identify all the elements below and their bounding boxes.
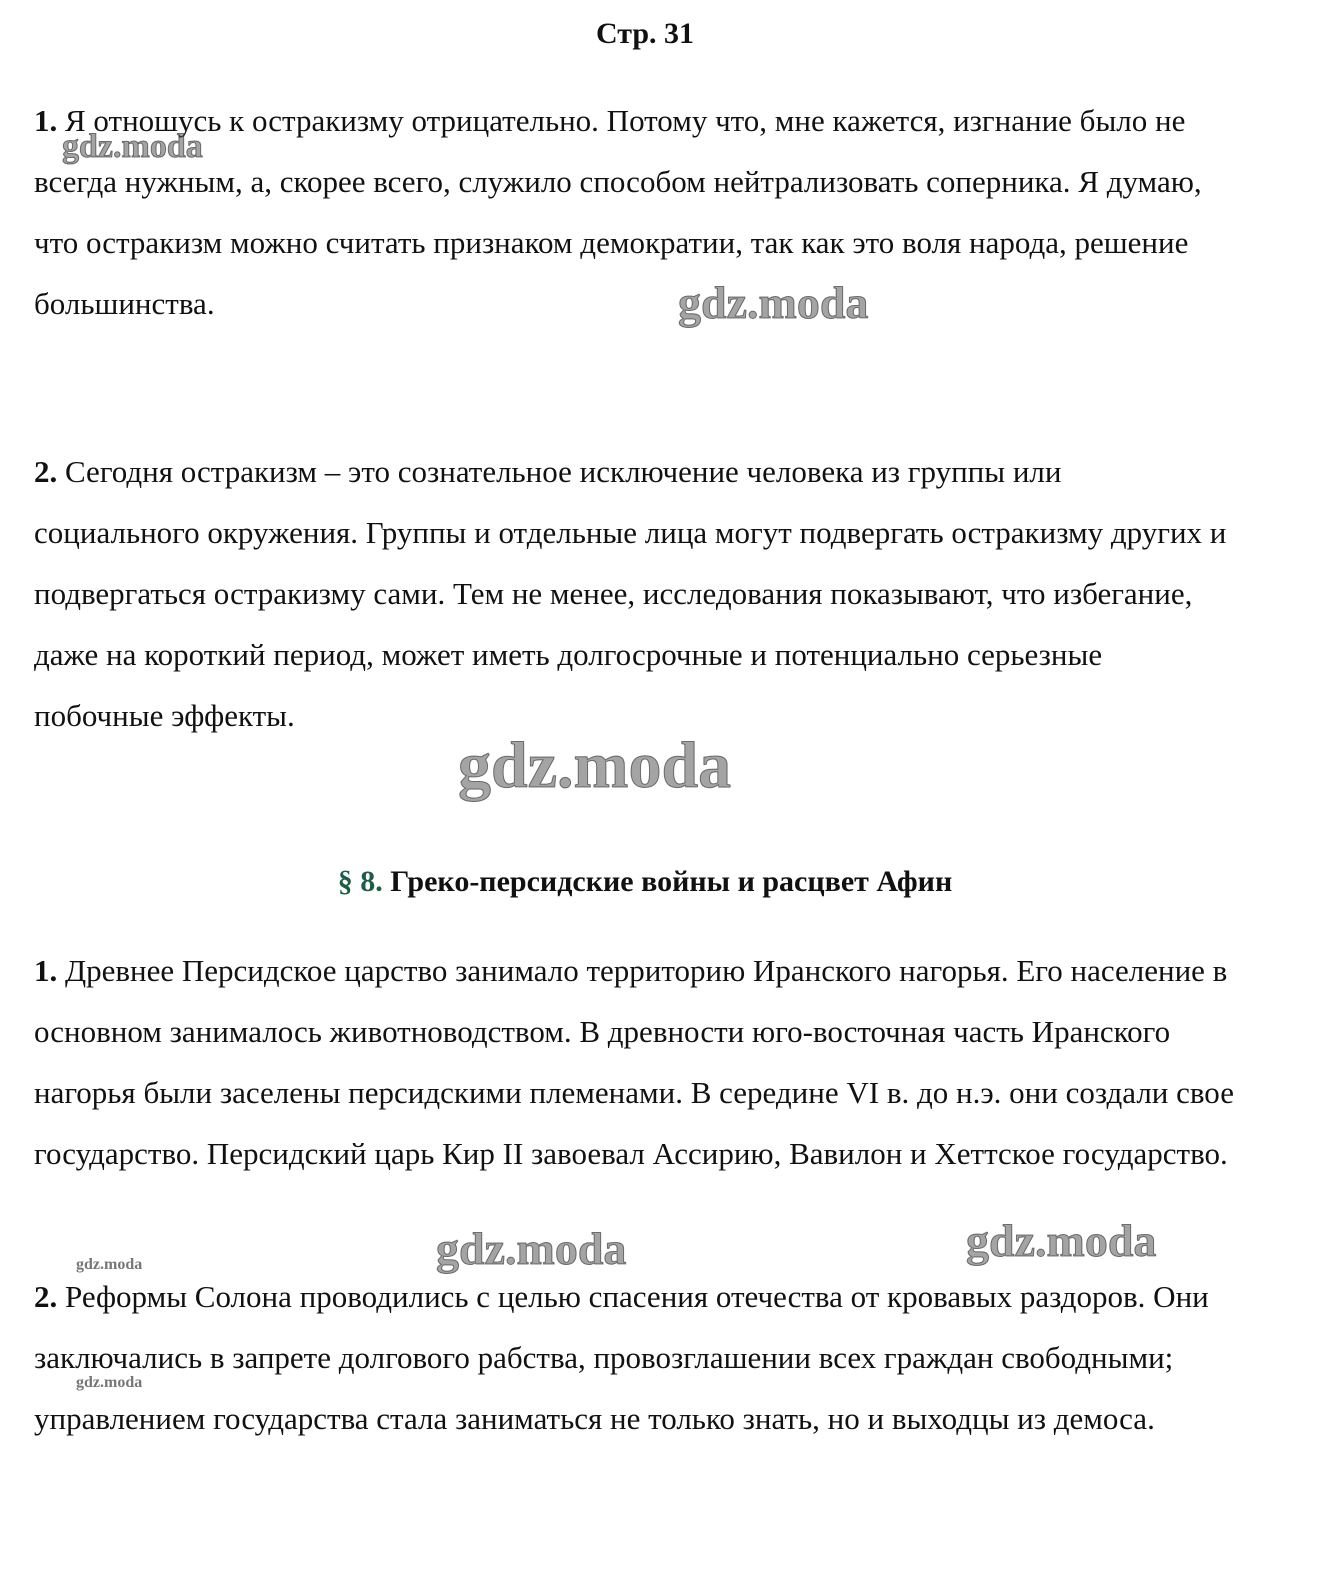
- watermark: gdz.moda: [62, 128, 203, 165]
- watermark: gdz.moda: [436, 1223, 627, 1274]
- watermark: gdz.moda: [458, 729, 732, 802]
- answer-paragraph: [34, 940, 1234, 1184]
- answer-paragraph: [34, 441, 1234, 746]
- answer-number: 1.: [34, 103, 58, 138]
- watermark: gdz.moda: [76, 1374, 143, 1391]
- section-sign: § 8.: [337, 865, 383, 898]
- page-title: Стр. 31: [595, 17, 695, 50]
- answer-number: 1.: [34, 953, 58, 988]
- answer-text: Древнее Персидское царство занимало территорию Иранского нагорья. Его население в основном занималось животноводством. В древности юго-восточная часть Иранского нагорья были заселены персидскими племенами. В середине VI в. до н.э. они создали свое государство. Персидский царь Кир II завоевал Ассирию, Вавилон и Хеттское государство.: [34, 953, 1234, 1171]
- answer-number: 2.: [34, 1279, 58, 1314]
- watermark: gdz.moda: [76, 1256, 143, 1273]
- answer-paragraph: [34, 1266, 1234, 1449]
- watermark: gdz.moda: [966, 1215, 1157, 1266]
- watermark: gdz.moda: [678, 277, 869, 328]
- answer-text: Реформы Солона проводились с целью спасения отечества от кровавых раздоров. Они заключались в запрете долгового рабства, провозглашении всех граждан свободными; управлением государства стала заниматься не только знать, но и выходцы из демоса.: [34, 1279, 1209, 1436]
- section-heading: [0, 862, 1290, 902]
- answer-text: Я отношусь к остракизму отрицательно. Потому что, мне кажется, изгнание было не всегда нужным, а, скорее всего, служило способом нейтрализовать соперника. Я думаю, что остракизм можно считать признаком демократии, так как это воля народа, решение большинства.: [34, 103, 1202, 321]
- answer-text: Сегодня остракизм – это сознательное исключение человека из группы или социального окружения. Группы и отдельные лица могут подвергать остракизму других и подвергаться остракизму сами. Тем не менее, исследования показывают, что избегание, даже на короткий период, может иметь долгосрочные и потенциально серьезные побочные эффекты.: [34, 454, 1227, 733]
- answer-number: 2.: [34, 454, 58, 489]
- section-title-text: Греко-персидские войны и расцвет Афин: [390, 865, 953, 898]
- answer-paragraph: [34, 90, 1234, 334]
